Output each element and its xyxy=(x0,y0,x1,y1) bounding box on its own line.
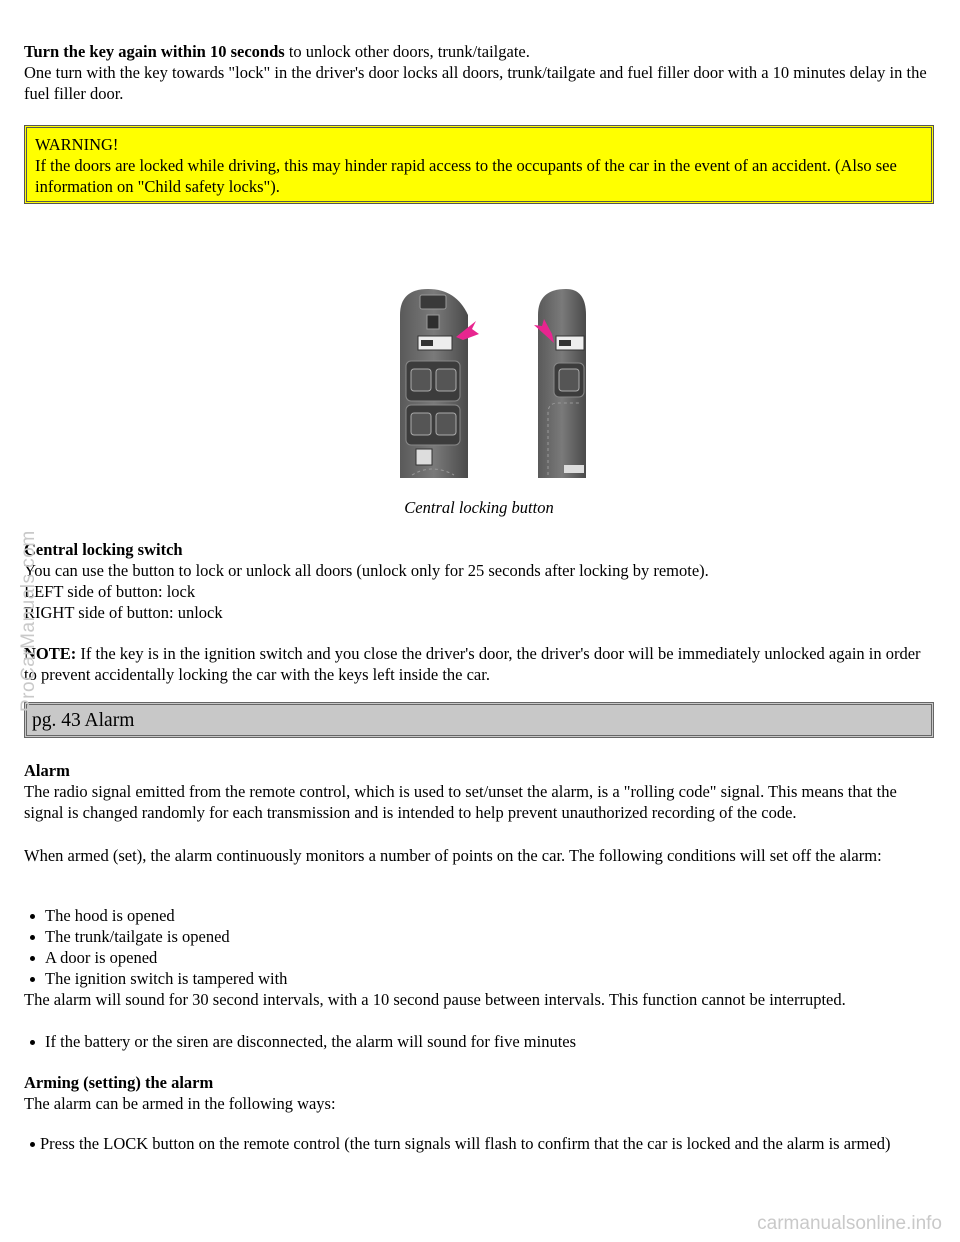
list-item: A door is opened xyxy=(24,947,936,968)
warning-box xyxy=(24,125,934,204)
alarm-paragraph-2: When armed (set), the alarm continuously monitors a number of points on the car. The following conditions will set off the alarm: xyxy=(24,846,882,865)
central-locking-heading-text: Central locking switch xyxy=(24,540,183,559)
left-lock-icon xyxy=(421,340,433,346)
note-label: NOTE: xyxy=(24,644,77,663)
alarm-paragraph-1: The radio signal emitted from the remote control, which is used to set/unset the alarm, is a "rolling code" signal. This means that the signal is changed randomly for each transmission and is intended to help prevent unauthorized recording of the code. xyxy=(24,782,897,822)
central-locking-figure xyxy=(376,285,586,478)
list-item: The ignition switch is tampered with xyxy=(24,968,936,989)
mirror-switch xyxy=(420,295,446,309)
central-locking-line-1: You can use the button to lock or unlock all doors (unlock only for 25 seconds after locking by remote). xyxy=(24,561,709,580)
window-switch xyxy=(411,413,431,435)
alarm-heading xyxy=(24,760,936,781)
arming-heading xyxy=(24,1072,936,1093)
bottom-watermark: carmanualsonline.info xyxy=(757,1213,942,1234)
section-title-bar xyxy=(24,702,934,738)
central-locking-line-2: LEFT side of button: lock xyxy=(24,582,196,601)
intro-lead-rest: to unlock other doors, trunk/tailgate. xyxy=(284,42,530,61)
central-locking-line-3: RIGHT side of button: unlock xyxy=(24,603,223,622)
section-title: pg. 43 Alarm xyxy=(32,710,135,731)
figure-id-label xyxy=(564,465,584,473)
intro-line-2: One turn with the key towards "lock" in the driver's door locks all doors, trunk/tailgate and fuel filler door with a 10 minutes delay in the fuel filler door. xyxy=(24,63,927,103)
alarm-battery-list xyxy=(24,1031,936,1052)
list-item: The trunk/tailgate is opened xyxy=(24,926,936,947)
window-switch xyxy=(436,413,456,435)
list-item: Press the LOCK button on the remote control (the turn signals will flash to confirm that the car is locked and the alarm is armed) xyxy=(24,1133,936,1154)
mirror-knob xyxy=(427,315,439,329)
figure-caption: Central locking button xyxy=(404,498,554,517)
side-watermark: ProCarManuals.com xyxy=(18,530,39,712)
warning-title: WARNING! xyxy=(35,135,119,154)
central-locking-heading xyxy=(24,539,936,560)
window-switch xyxy=(411,369,431,391)
intro-bold-lead: Turn the key again within 10 seconds xyxy=(24,42,285,61)
window-switch xyxy=(436,369,456,391)
intro-line-1 xyxy=(24,41,936,62)
alarm-interval-text: The alarm will sound for 30 second intervals, with a 10 second pause between intervals. This function cannot be interrupted. xyxy=(24,990,846,1009)
arming-intro: The alarm can be armed in the following ways: xyxy=(24,1094,336,1113)
arming-heading-text: Arming (setting) the alarm xyxy=(24,1073,214,1092)
door-switch-panel-illustration xyxy=(376,285,586,478)
list-item: The hood is opened xyxy=(24,905,936,926)
note-paragraph xyxy=(24,643,936,685)
arming-list xyxy=(24,1133,936,1154)
note-text: If the key is in the ignition switch and you close the driver's door, the driver's door will be immediately unlocked again in order to prevent accidentally locking the car with the keys left inside the car. xyxy=(24,644,921,684)
list-item: If the battery or the siren are disconnected, the alarm will sound for five minutes xyxy=(24,1031,936,1052)
right-lock-icon xyxy=(559,340,571,346)
window-switch xyxy=(559,369,579,391)
warning-text: If the doors are locked while driving, this may hinder rapid access to the occupants of the car in the event of an accident. (Also see information on "Child safety locks"). xyxy=(35,156,897,196)
alarm-heading-text: Alarm xyxy=(24,761,70,780)
alarm-trigger-list xyxy=(24,905,936,989)
child-lock-switch xyxy=(416,449,432,465)
